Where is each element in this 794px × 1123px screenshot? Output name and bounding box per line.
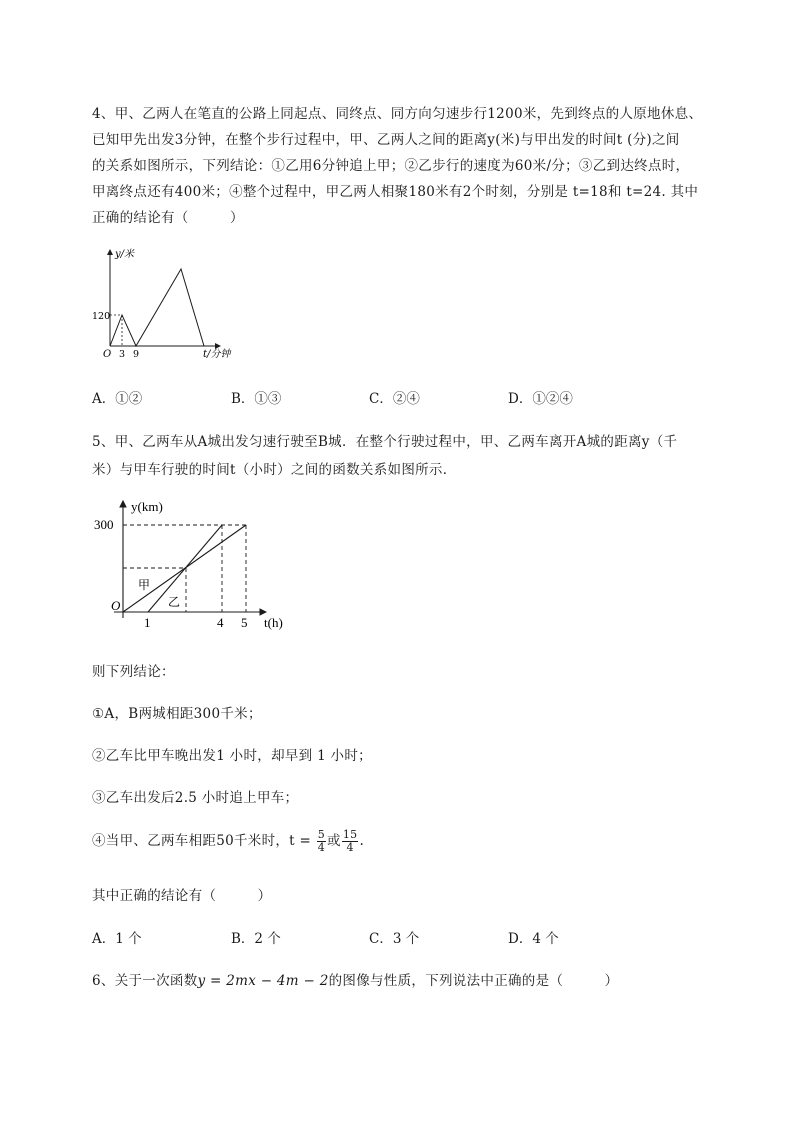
q5-option-b[interactable]: B．2 个 xyxy=(231,931,281,947)
q5-option-a[interactable]: A．1 个 xyxy=(92,931,142,947)
q5-statement-2: ②乙车比甲车晚出发1 小时，却早到 1 小时； xyxy=(92,748,372,764)
q4-line-2: 已知甲先出发3分钟，在整个步行过程中，甲、乙两人之间的距离y(米)与甲出发的时间t (分)之间 xyxy=(92,132,680,148)
q4-line-5: 正确的结论有（ ） xyxy=(92,210,244,226)
q5-s4-end: . xyxy=(359,833,365,849)
q5-s4-or: 或 xyxy=(327,833,341,849)
q5-s4-num-2: 15 xyxy=(342,828,358,841)
q6-prefix: 6、关于一次函数 xyxy=(92,973,198,989)
q5-graph xyxy=(88,494,298,634)
q6-formula: y = 2mx − 4m − 2 xyxy=(197,973,329,989)
q4-line-1: 4、甲、乙两人在笔直的公路上同起点、同终点、同方向匀速步行1200米，先到终点的人原地休息、 xyxy=(92,106,703,122)
q5-s4-frac-2 xyxy=(342,829,359,854)
q5-label-yi: 乙 xyxy=(168,595,181,609)
q5-x-tick-4: 4 xyxy=(217,615,224,630)
q4-option-d[interactable]: D．①②④ xyxy=(508,391,573,407)
q4-y-label: y/米 xyxy=(115,249,135,260)
q4-distance-line xyxy=(110,269,204,346)
q4-y-tick-120: 120 xyxy=(92,311,111,322)
q5-s4-prefix: ④当甲、乙两车相距50千米时，t = xyxy=(92,833,312,849)
q5-line-1: 5、甲、乙两车从A城出发匀速行驶至B城．在整个行驶过程中，甲、乙两车离开A城的距离y（千 xyxy=(92,434,678,450)
q5-x-tick-5: 5 xyxy=(241,615,248,630)
q5-s4-den-2: 4 xyxy=(346,841,354,854)
q5-x-label: t(h) xyxy=(264,615,283,630)
q5-question: 其中正确的结论有（ ） xyxy=(92,888,272,904)
q5-intro: 则下列结论： xyxy=(92,664,175,680)
q4-option-c[interactable]: C．②④ xyxy=(369,391,420,407)
q6-suffix: 的图像与性质，下列说法中正确的是（ ） xyxy=(328,973,619,989)
q5-statement-4 xyxy=(92,829,364,854)
q5-line-yi xyxy=(148,525,222,612)
q5-option-c[interactable]: C．3 个 xyxy=(369,931,420,947)
q5-s4-den-1: 4 xyxy=(317,841,326,854)
q5-s4-frac-1 xyxy=(317,829,326,854)
q5-y-tick-300: 300 xyxy=(94,517,114,532)
q4-x-label: t/分钟 xyxy=(203,349,231,360)
q4-options xyxy=(92,387,712,407)
q5-statement-1: ①A，B两城相距300千米； xyxy=(92,706,262,722)
q4-x-tick-3: 3 xyxy=(119,349,126,360)
q4-graph xyxy=(88,242,268,364)
q5-line-2: 米）与甲车行驶的时间t（小时）之间的函数关系如图所示． xyxy=(92,462,457,478)
q4-option-b[interactable]: B．①③ xyxy=(231,391,282,407)
q4-line-3: 的关系如图所示，下列结论：①乙用6分钟追上甲；②乙步行的速度为60米/分；③乙到达终点时， xyxy=(92,158,690,174)
q5-statement-3: ③乙车出发后2.5 小时追上甲车； xyxy=(92,790,299,806)
q5-origin: O xyxy=(111,598,121,613)
q5-s4-num-1: 5 xyxy=(317,828,326,841)
q4-option-a[interactable]: A．①② xyxy=(92,391,143,407)
q4-origin: O xyxy=(103,349,112,360)
q5-option-d[interactable]: D．4 个 xyxy=(508,931,559,947)
q5-label-jia: 甲 xyxy=(138,578,151,592)
q5-x-tick-1: 1 xyxy=(144,615,151,630)
q5-y-label: y(km) xyxy=(131,499,163,514)
q5-options xyxy=(92,927,712,947)
q6-line xyxy=(92,969,618,989)
q4-x-tick-9: 9 xyxy=(133,349,140,360)
q4-line-4: 甲离终点还有400米；④整个过程中，甲乙两人相聚180米有2个时刻，分别是 t=18和 t=24. 其中 xyxy=(92,184,699,200)
